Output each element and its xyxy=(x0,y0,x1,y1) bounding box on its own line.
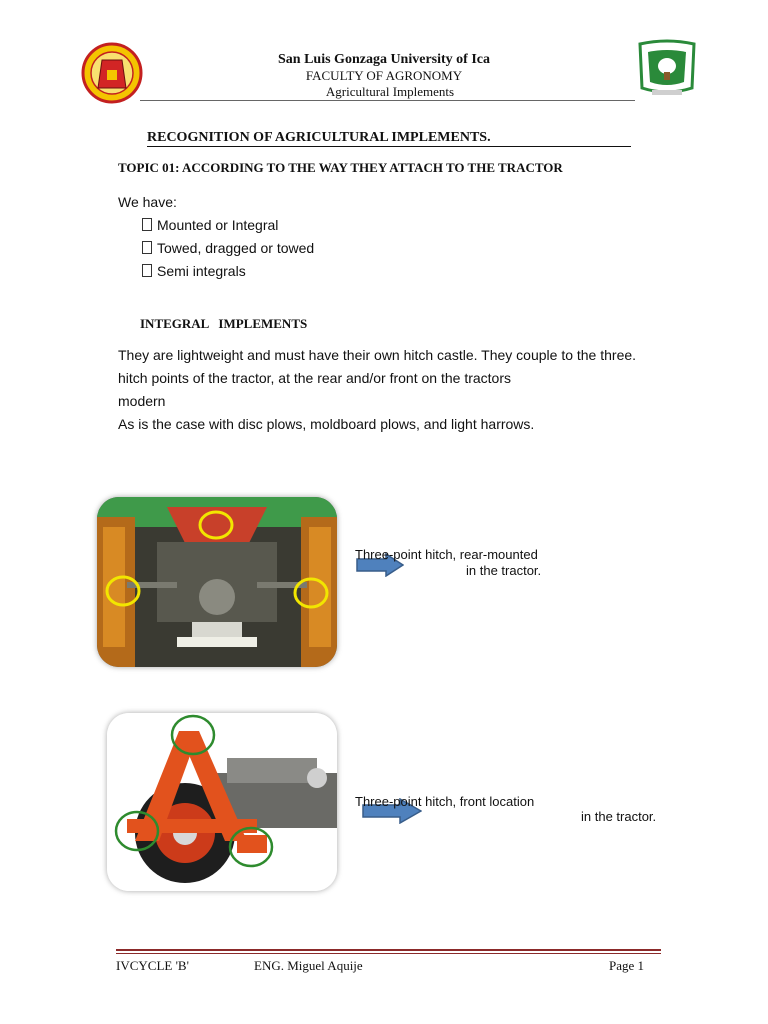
intro-text: We have: xyxy=(118,194,177,210)
footer-author: ENG. Miguel Aquije xyxy=(254,958,363,973)
missing-glyph-icon xyxy=(142,241,152,254)
figure-caption: Three-point hitch, front location xyxy=(355,794,535,809)
paragraph-line: As is the case with disc plows, moldboard plows, and light harrows. xyxy=(118,416,535,432)
section-heading: INTEGRAL IMPLEMENTS xyxy=(140,316,308,331)
rear-hitch-photo xyxy=(97,497,337,667)
list-item: Towed, dragged or towed xyxy=(142,240,314,256)
footer-divider xyxy=(116,949,661,951)
document-title: RECOGNITION OF AGRICULTURAL IMPLEMENTS. xyxy=(147,130,491,145)
footer-cycle: IVCYCLE 'B' xyxy=(116,958,189,973)
header-divider xyxy=(140,100,635,101)
footer-divider xyxy=(116,953,661,954)
figure-caption: in the tractor. xyxy=(581,809,657,824)
figure-caption: in the tractor. xyxy=(466,563,542,578)
front-hitch-photo xyxy=(107,713,337,891)
figure-caption: Three-point hitch, rear-mounted xyxy=(355,547,538,562)
paragraph-line: hitch points of the tractor, at the rear and/or front on the tractors xyxy=(118,370,511,386)
paragraph-line: They are lightweight and must have their own hitch castle. They couple to the three. xyxy=(118,347,637,363)
page-number: Page 1 xyxy=(609,958,645,973)
faculty-name: FACULTY OF AGRONOMY xyxy=(305,68,463,83)
title-underline xyxy=(147,146,631,147)
topic-heading: TOPIC 01: ACCORDING TO THE WAY THEY ATTACH TO THE TRACTOR xyxy=(118,160,563,175)
list-item: Mounted or Integral xyxy=(142,217,278,233)
list-item: Semi integrals xyxy=(142,263,246,279)
course-name: Agricultural Implements xyxy=(325,84,455,99)
paragraph-line: modern xyxy=(118,393,166,409)
missing-glyph-icon xyxy=(142,264,152,277)
missing-glyph-icon xyxy=(142,218,152,231)
university-name: San Luis Gonzaga University of Ica xyxy=(278,52,490,67)
